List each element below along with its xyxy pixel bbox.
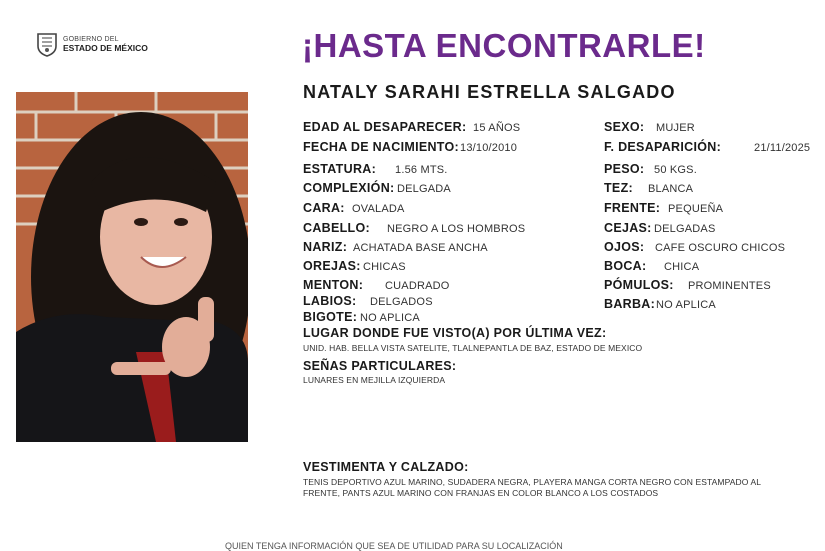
distinguishing-marks-value: LUNARES EN MEJILLA IZQUIERDA (303, 375, 446, 385)
field-label: PESO: (604, 162, 645, 176)
person-name: NATALY SARAHI ESTRELLA SALGADO (303, 82, 676, 102)
field-row (303, 310, 420, 324)
headline: ¡HASTA ENCONTRARLE! (302, 27, 706, 64)
field-value: CHICA (664, 261, 700, 273)
field-value: 15 AÑOS (473, 122, 521, 134)
government-logo (35, 31, 148, 57)
field-row (303, 120, 521, 134)
field-label: MENTON: (303, 278, 364, 292)
field-row (604, 297, 716, 311)
field-label: CEJAS: (604, 221, 652, 235)
field-value: PROMINENTES (688, 280, 771, 292)
field-row (604, 140, 811, 154)
field-label: EDAD AL DESAPARECER: (303, 120, 467, 134)
field-value: CHICAS (363, 261, 406, 273)
logo-line-1: GOBIERNO DEL (63, 36, 119, 43)
field-row (303, 221, 526, 235)
field-value: 21/11/2025 (754, 142, 811, 154)
field-value: DELGADA (397, 183, 451, 195)
field-label: PÓMULOS: (604, 278, 674, 292)
field-row (604, 181, 694, 195)
field-label: ESTATURA: (303, 162, 377, 176)
field-row (604, 120, 695, 134)
field-label: FRENTE: (604, 201, 661, 215)
field-row (303, 240, 488, 254)
field-value: NO APLICA (360, 312, 420, 324)
field-label: LABIOS: (303, 294, 357, 308)
field-row (604, 259, 700, 273)
field-label: OJOS: (604, 240, 645, 254)
field-row (303, 140, 518, 154)
logo-line-2: ESTADO DE MÉXICO (63, 43, 148, 53)
field-value: ACHATADA BASE ANCHA (353, 242, 488, 254)
state-emblem-icon (35, 31, 59, 57)
field-label: NARIZ: (303, 240, 348, 254)
last-seen-value: UNID. HAB. BELLA VISTA SATELITE, TLALNEPANTLA DE BAZ, ESTADO DE MEXICO (303, 343, 643, 353)
field-row (303, 181, 451, 195)
field-row (604, 240, 786, 254)
field-row (303, 162, 448, 176)
clothing-line-2: FRENTE, PANTS AZUL MARINO CON FRANJAS EN COLOR BLANCO A LOS COSTADOS (303, 488, 659, 498)
field-value: DELGADOS (370, 296, 433, 308)
clothing-label: VESTIMENTA Y CALZADO: (303, 460, 469, 474)
field-row (303, 259, 406, 273)
field-row (303, 201, 405, 215)
field-label: F. DESAPARICIÓN: (604, 140, 722, 154)
field-value: OVALADA (352, 203, 405, 215)
field-row (604, 162, 697, 176)
field-value: DELGADAS (654, 223, 716, 235)
clothing-line-1: TENIS DEPORTIVO AZUL MARINO, SUDADERA NEGRA, PLAYERA MANGA CORTA NEGRO CON ESTAMPADO AL (303, 477, 762, 487)
field-value: 1.56 MTS. (395, 164, 448, 176)
field-row (303, 294, 433, 308)
field-row (604, 278, 771, 292)
field-label: TEZ: (604, 181, 633, 195)
field-label: COMPLEXIÓN: (303, 181, 395, 195)
field-label: CABELLO: (303, 221, 370, 235)
last-seen-label: LUGAR DONDE FUE VISTO(A) POR ÚLTIMA VEZ: (303, 326, 607, 340)
field-label: SEXO: (604, 120, 645, 134)
field-value: NO APLICA (656, 299, 716, 311)
field-label: BIGOTE: (303, 310, 358, 324)
field-row (604, 221, 716, 235)
distinguishing-marks-label: SEÑAS PARTICULARES: (303, 359, 457, 373)
field-label: FECHA DE NACIMIENTO: (303, 140, 459, 154)
field-value: BLANCA (648, 183, 694, 195)
field-row (604, 201, 724, 215)
field-label: CARA: (303, 201, 345, 215)
missing-person-photo (16, 92, 248, 442)
field-value: NEGRO A LOS HOMBROS (387, 223, 526, 235)
footer-note: QUIEN TENGA INFORMACIÓN QUE SEA DE UTILIDAD PARA SU LOCALIZACIÓN (225, 541, 563, 551)
field-value: PEQUEÑA (668, 203, 724, 215)
field-label: BARBA: (604, 297, 656, 311)
field-row (303, 278, 450, 292)
field-value: MUJER (656, 122, 695, 134)
field-label: OREJAS: (303, 259, 361, 273)
field-value: CAFE OSCURO CHICOS (655, 242, 786, 254)
field-value: CUADRADO (385, 280, 450, 292)
field-value: 13/10/2010 (460, 142, 518, 154)
field-label: BOCA: (604, 259, 647, 273)
field-value: 50 KGS. (654, 164, 697, 176)
